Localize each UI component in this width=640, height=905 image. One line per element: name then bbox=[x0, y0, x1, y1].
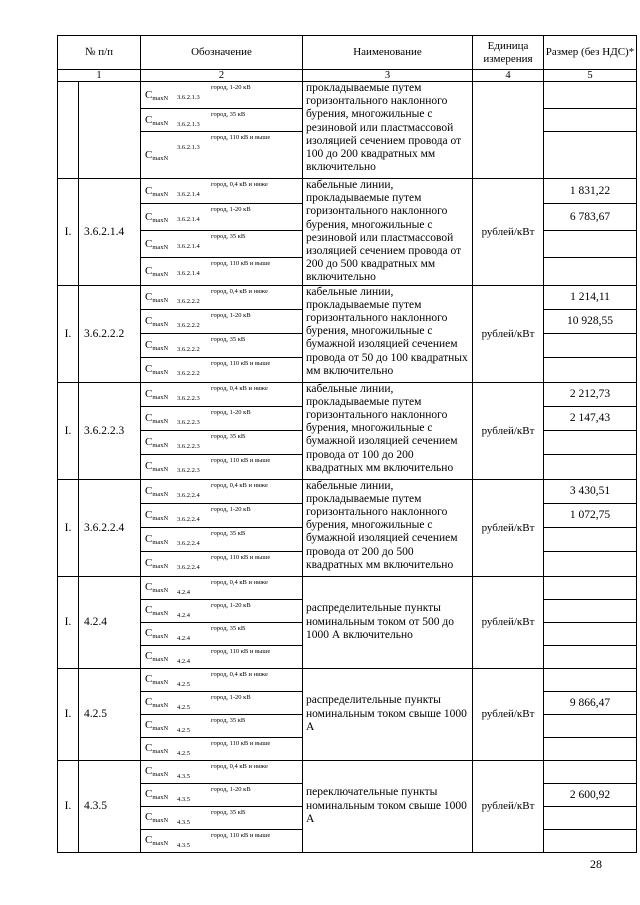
row-value bbox=[544, 599, 637, 622]
tariff-table bbox=[57, 35, 637, 853]
designation-cell bbox=[141, 806, 303, 829]
designation-voltage: город, 35 кВ bbox=[211, 716, 246, 724]
row-value bbox=[544, 430, 637, 454]
designation-c: C bbox=[145, 508, 153, 521]
row-value bbox=[544, 109, 637, 132]
row-value: 2 147,43 bbox=[544, 406, 637, 430]
designation-code: 3.6.2.2.4 bbox=[177, 491, 200, 499]
designation-cell bbox=[141, 333, 303, 357]
designation-c: C bbox=[145, 411, 153, 424]
designation-voltage: город, 110 кВ и выше bbox=[211, 739, 271, 747]
designation-cell bbox=[141, 132, 303, 179]
row-code: 3.6.2.2.3 bbox=[79, 382, 141, 479]
designation-subscript: maxN bbox=[152, 563, 169, 571]
designation-voltage: город, 35 кВ bbox=[211, 111, 246, 118]
row-value: 1 831,22 bbox=[544, 179, 637, 204]
page-number: 28 bbox=[590, 857, 602, 871]
table-row bbox=[58, 479, 637, 503]
designation-code: 3.6.2.2.4 bbox=[177, 515, 200, 523]
table-row bbox=[58, 285, 637, 309]
row-value bbox=[544, 714, 637, 737]
designation-voltage: город, 35 кВ bbox=[211, 808, 246, 816]
row-value bbox=[544, 829, 637, 852]
row-name: переключательные пункты номинальным током свыше 1000 А bbox=[303, 760, 473, 852]
designation-cell bbox=[141, 258, 303, 285]
row-value: 6 783,67 bbox=[544, 204, 637, 231]
row-value: 1 072,75 bbox=[544, 503, 637, 527]
row-value bbox=[544, 132, 637, 179]
designation-cell bbox=[141, 285, 303, 309]
row-code: 3.6.2.2.4 bbox=[79, 479, 141, 576]
designation-voltage: город, 110 кВ и выше bbox=[211, 260, 271, 268]
designation-voltage: город, 1-20 кВ bbox=[211, 206, 251, 214]
row-code: 3.6.2.2.2 bbox=[79, 285, 141, 382]
designation-subscript: maxN bbox=[152, 771, 169, 779]
designation-subscript: maxN bbox=[152, 633, 169, 641]
row-value: 2 600,92 bbox=[544, 783, 637, 806]
designation-voltage: город, 35 кВ bbox=[211, 529, 246, 537]
col-num-5: 5 bbox=[544, 70, 637, 82]
designation-code: 3.6.2.2.4 bbox=[177, 539, 200, 547]
row-value bbox=[544, 231, 637, 258]
designation-voltage: город, 1-20 кВ bbox=[211, 408, 251, 416]
designation-subscript: maxN bbox=[152, 296, 169, 304]
designation-cell bbox=[141, 109, 303, 132]
designation-voltage: город, 1-20 кВ bbox=[211, 693, 251, 701]
designation-code: 4.2.4 bbox=[177, 657, 190, 665]
row-value bbox=[544, 645, 637, 668]
row-name: прокладываемые путем горизонтального наклонного бурения, многожильные с резиновой или пластмассовой изоляцией сечением провода от 100 до 200 квадратных мм включительно bbox=[303, 82, 473, 179]
designation-voltage: город, 110 кВ и выше bbox=[211, 134, 271, 141]
designation-code: 3.6.2.1.3 bbox=[177, 121, 200, 128]
designation-code: 3.6.2.1.3 bbox=[177, 94, 200, 101]
designation-subscript: maxN bbox=[152, 154, 169, 162]
designation-cell bbox=[141, 82, 303, 109]
designation-subscript: maxN bbox=[152, 271, 169, 278]
designation-voltage: город, 1-20 кВ bbox=[211, 601, 251, 609]
table-row bbox=[58, 760, 637, 783]
row-name: кабельные линии, прокладываемые путем горизонтального наклонного бурения, многожильные с резиновой или пластмассовой изоляцией сечением провода от 200 до 500 квадратных мм включительно bbox=[303, 179, 473, 286]
row-value bbox=[544, 454, 637, 479]
row-value bbox=[544, 668, 637, 691]
designation-c: C bbox=[145, 581, 153, 594]
row-value bbox=[544, 622, 637, 645]
row-value bbox=[544, 333, 637, 357]
designation-subscript: maxN bbox=[152, 417, 169, 425]
designation-voltage: город, 0,4 кВ и ниже bbox=[211, 481, 268, 489]
designation-subscript: maxN bbox=[152, 344, 169, 352]
designation-voltage: город, 35 кВ bbox=[211, 624, 246, 632]
row-index: I. bbox=[58, 382, 79, 479]
designation-voltage: город, 110 кВ и выше bbox=[211, 831, 271, 839]
table-row bbox=[58, 576, 637, 599]
designation-code: 4.2.4 bbox=[177, 588, 190, 596]
designation-code: 3.6.2.2.3 bbox=[177, 394, 200, 402]
designation-c: C bbox=[145, 148, 153, 161]
designation-subscript: maxN bbox=[152, 393, 169, 401]
designation-voltage: город, 35 кВ bbox=[211, 233, 246, 241]
designation-voltage: город, 1-20 кВ bbox=[211, 785, 251, 793]
row-index: I. bbox=[58, 179, 79, 286]
designation-cell bbox=[141, 406, 303, 430]
designation-c: C bbox=[145, 363, 153, 376]
header-designation: Обозначение bbox=[141, 36, 303, 70]
row-value bbox=[544, 806, 637, 829]
table-row bbox=[58, 668, 637, 691]
designation-voltage: город, 0,4 кВ и ниже bbox=[211, 670, 268, 678]
row-name: кабельные линии, прокладываемые путем горизонтального наклонного бурения, многожильные с бумажной изоляцией сечением провода от 50 до 100 квадратных мм включительно bbox=[303, 285, 473, 382]
designation-cell bbox=[141, 622, 303, 645]
designation-subscript: maxN bbox=[152, 817, 169, 825]
table-row bbox=[58, 179, 637, 204]
designation-code: 3.6.2.1.4 bbox=[177, 216, 200, 224]
designation-c: C bbox=[145, 113, 153, 126]
designation-cell bbox=[141, 760, 303, 783]
row-value: 2 212,73 bbox=[544, 382, 637, 406]
designation-cell bbox=[141, 204, 303, 231]
designation-voltage: город, 0,4 кВ и ниже bbox=[211, 181, 268, 188]
designation-subscript: maxN bbox=[152, 794, 169, 802]
designation-subscript: maxN bbox=[152, 243, 169, 251]
designation-subscript: maxN bbox=[152, 466, 169, 474]
row-code bbox=[79, 82, 141, 179]
designation-code: 3.6.2.2.2 bbox=[177, 321, 200, 329]
designation-code: 3.6.2.1.4 bbox=[177, 270, 200, 278]
designation-c: C bbox=[145, 265, 153, 277]
designation-c: C bbox=[145, 673, 153, 686]
designation-cell bbox=[141, 737, 303, 760]
designation-voltage: город, 0,4 кВ и ниже bbox=[211, 762, 268, 770]
designation-code: 3.6.2.1.4 bbox=[177, 191, 200, 198]
designation-code: 3.6.2.2.4 bbox=[177, 563, 200, 571]
designation-code: 3.6.2.2.3 bbox=[177, 466, 200, 474]
designation-cell bbox=[141, 503, 303, 527]
row-unit: рублей/кВт bbox=[473, 576, 544, 668]
designation-code: 3.6.2.1.3 bbox=[177, 144, 200, 151]
designation-subscript: maxN bbox=[152, 94, 169, 102]
designation-c: C bbox=[145, 484, 153, 497]
row-unit: рублей/кВт bbox=[473, 760, 544, 852]
designation-cell bbox=[141, 551, 303, 576]
designation-c: C bbox=[145, 719, 153, 732]
designation-code: 4.3.5 bbox=[177, 772, 190, 780]
designation-voltage: город, 35 кВ bbox=[211, 335, 246, 343]
designation-code: 3.6.2.2.2 bbox=[177, 369, 200, 377]
designation-subscript: maxN bbox=[152, 514, 169, 522]
row-name: кабельные линии, прокладываемые путем горизонтального наклонного бурения, многожильные с бумажной изоляцией сечением провода от 200 до 500 квадратных мм включительно bbox=[303, 479, 473, 576]
table-row bbox=[58, 382, 637, 406]
designation-cell bbox=[141, 382, 303, 406]
designation-cell bbox=[141, 668, 303, 691]
designation-c: C bbox=[145, 604, 153, 617]
row-code: 3.6.2.1.4 bbox=[79, 179, 141, 286]
designation-cell bbox=[141, 179, 303, 204]
designation-voltage: город, 110 кВ и выше bbox=[211, 553, 271, 561]
designation-c: C bbox=[145, 88, 153, 101]
designation-code: 4.3.5 bbox=[177, 795, 190, 803]
designation-voltage: город, 1-20 кВ bbox=[211, 311, 251, 319]
designation-subscript: maxN bbox=[152, 490, 169, 498]
designation-voltage: город, 110 кВ и выше bbox=[211, 456, 271, 464]
designation-c: C bbox=[145, 532, 153, 545]
designation-cell bbox=[141, 309, 303, 333]
designation-subscript: maxN bbox=[152, 216, 169, 224]
row-value: 10 928,55 bbox=[544, 309, 637, 333]
designation-code: 4.2.5 bbox=[177, 680, 190, 688]
designation-code: 3.6.2.2.2 bbox=[177, 297, 200, 305]
designation-subscript: maxN bbox=[152, 369, 169, 377]
designation-subscript: maxN bbox=[152, 656, 169, 664]
designation-code: 4.2.4 bbox=[177, 634, 190, 642]
row-index: I. bbox=[58, 760, 79, 852]
designation-cell bbox=[141, 599, 303, 622]
designation-cell bbox=[141, 829, 303, 852]
designation-cell bbox=[141, 783, 303, 806]
designation-c: C bbox=[145, 834, 153, 847]
row-code: 4.2.5 bbox=[79, 668, 141, 760]
row-value: 1 214,11 bbox=[544, 285, 637, 309]
designation-voltage: город, 1-20 кВ bbox=[211, 84, 251, 91]
col-num-3: 3 bbox=[303, 70, 473, 82]
designation-subscript: maxN bbox=[152, 679, 169, 687]
row-value bbox=[544, 551, 637, 576]
row-unit: рублей/кВт bbox=[473, 668, 544, 760]
designation-cell bbox=[141, 231, 303, 258]
designation-code: 3.6.2.2.3 bbox=[177, 442, 200, 450]
designation-c: C bbox=[145, 184, 153, 197]
designation-subscript: maxN bbox=[152, 119, 169, 127]
designation-cell bbox=[141, 430, 303, 454]
row-index: I. bbox=[58, 285, 79, 382]
designation-c: C bbox=[145, 387, 153, 400]
designation-code: 4.2.5 bbox=[177, 749, 190, 757]
designation-cell bbox=[141, 527, 303, 551]
designation-cell bbox=[141, 714, 303, 737]
row-value bbox=[544, 82, 637, 109]
designation-code: 3.6.2.2.3 bbox=[177, 418, 200, 426]
designation-c: C bbox=[145, 314, 153, 327]
designation-code: 3.6.2.2.2 bbox=[177, 345, 200, 353]
designation-subscript: maxN bbox=[152, 190, 169, 198]
row-value: 3 430,51 bbox=[544, 479, 637, 503]
designation-c: C bbox=[145, 557, 153, 570]
designation-code: 4.2.5 bbox=[177, 726, 190, 734]
row-name: кабельные линии, прокладываемые путем горизонтального наклонного бурения, многожильные с бумажной изоляцией сечением провода от 100 до 200 квадратных мм включительно bbox=[303, 382, 473, 479]
designation-c: C bbox=[145, 435, 153, 448]
designation-subscript: maxN bbox=[152, 840, 169, 848]
designation-code: 3.6.2.1.4 bbox=[177, 243, 200, 251]
row-index: I. bbox=[58, 479, 79, 576]
designation-c: C bbox=[145, 210, 153, 223]
designation-subscript: maxN bbox=[152, 725, 169, 733]
designation-c: C bbox=[145, 290, 153, 303]
row-value bbox=[544, 527, 637, 551]
designation-c: C bbox=[145, 627, 153, 640]
row-index: I. bbox=[58, 576, 79, 668]
designation-voltage: город, 0,4 кВ и ниже bbox=[211, 287, 268, 295]
row-code: 4.3.5 bbox=[79, 760, 141, 852]
designation-cell bbox=[141, 479, 303, 503]
designation-c: C bbox=[145, 696, 153, 709]
designation-voltage: город, 0,4 кВ и ниже bbox=[211, 384, 268, 392]
designation-voltage: город, 0,4 кВ и ниже bbox=[211, 578, 268, 586]
designation-c: C bbox=[145, 811, 153, 824]
header-size: Размер (без НДС)* bbox=[544, 36, 637, 70]
designation-c: C bbox=[145, 765, 153, 778]
row-index bbox=[58, 82, 79, 179]
row-value: 9 866,47 bbox=[544, 691, 637, 714]
row-name: распределительные пункты номинальным током свыше 1000 А bbox=[303, 668, 473, 760]
row-code: 4.2.4 bbox=[79, 576, 141, 668]
designation-subscript: maxN bbox=[152, 538, 169, 546]
designation-subscript: maxN bbox=[152, 320, 169, 328]
row-unit: рублей/кВт bbox=[473, 479, 544, 576]
designation-subscript: maxN bbox=[152, 748, 169, 756]
table-row bbox=[58, 82, 637, 109]
designation-code: 4.2.4 bbox=[177, 611, 190, 619]
designation-subscript: maxN bbox=[152, 441, 169, 449]
row-value bbox=[544, 576, 637, 599]
col-num-1: 1 bbox=[58, 70, 141, 82]
designation-subscript: maxN bbox=[152, 587, 169, 595]
header-number: № п/п bbox=[58, 36, 141, 70]
header-unit: Единица измерения bbox=[473, 36, 544, 70]
designation-subscript: maxN bbox=[152, 610, 169, 618]
designation-code: 4.3.5 bbox=[177, 818, 190, 826]
row-value bbox=[544, 737, 637, 760]
designation-voltage: город, 1-20 кВ bbox=[211, 505, 251, 513]
designation-cell bbox=[141, 454, 303, 479]
designation-c: C bbox=[145, 237, 153, 250]
row-name: распределительные пункты номинальным током от 500 до 1000 А включительно bbox=[303, 576, 473, 668]
table-body bbox=[58, 82, 637, 853]
designation-cell bbox=[141, 357, 303, 382]
row-value bbox=[544, 357, 637, 382]
designation-voltage: город, 110 кВ и выше bbox=[211, 647, 271, 655]
designation-code: 4.2.5 bbox=[177, 703, 190, 711]
row-index: I. bbox=[58, 668, 79, 760]
column-number-row bbox=[58, 70, 637, 82]
designation-code: 4.3.5 bbox=[177, 841, 190, 849]
designation-c: C bbox=[145, 650, 153, 663]
designation-subscript: maxN bbox=[152, 702, 169, 710]
header-name: Наименование bbox=[303, 36, 473, 70]
row-unit: рублей/кВт bbox=[473, 285, 544, 382]
designation-c: C bbox=[145, 742, 153, 755]
designation-cell bbox=[141, 645, 303, 668]
designation-cell bbox=[141, 576, 303, 599]
row-value bbox=[544, 258, 637, 285]
designation-c: C bbox=[145, 460, 153, 473]
row-unit: рублей/кВт bbox=[473, 382, 544, 479]
designation-voltage: город, 35 кВ bbox=[211, 432, 246, 440]
designation-c: C bbox=[145, 788, 153, 801]
designation-cell bbox=[141, 691, 303, 714]
row-value bbox=[544, 760, 637, 783]
header-row bbox=[58, 36, 637, 70]
designation-voltage: город, 110 кВ и выше bbox=[211, 359, 271, 367]
row-unit bbox=[473, 82, 544, 179]
col-num-2: 2 bbox=[141, 70, 303, 82]
row-unit: рублей/кВт bbox=[473, 179, 544, 286]
designation-c: C bbox=[145, 338, 153, 351]
col-num-4: 4 bbox=[473, 70, 544, 82]
